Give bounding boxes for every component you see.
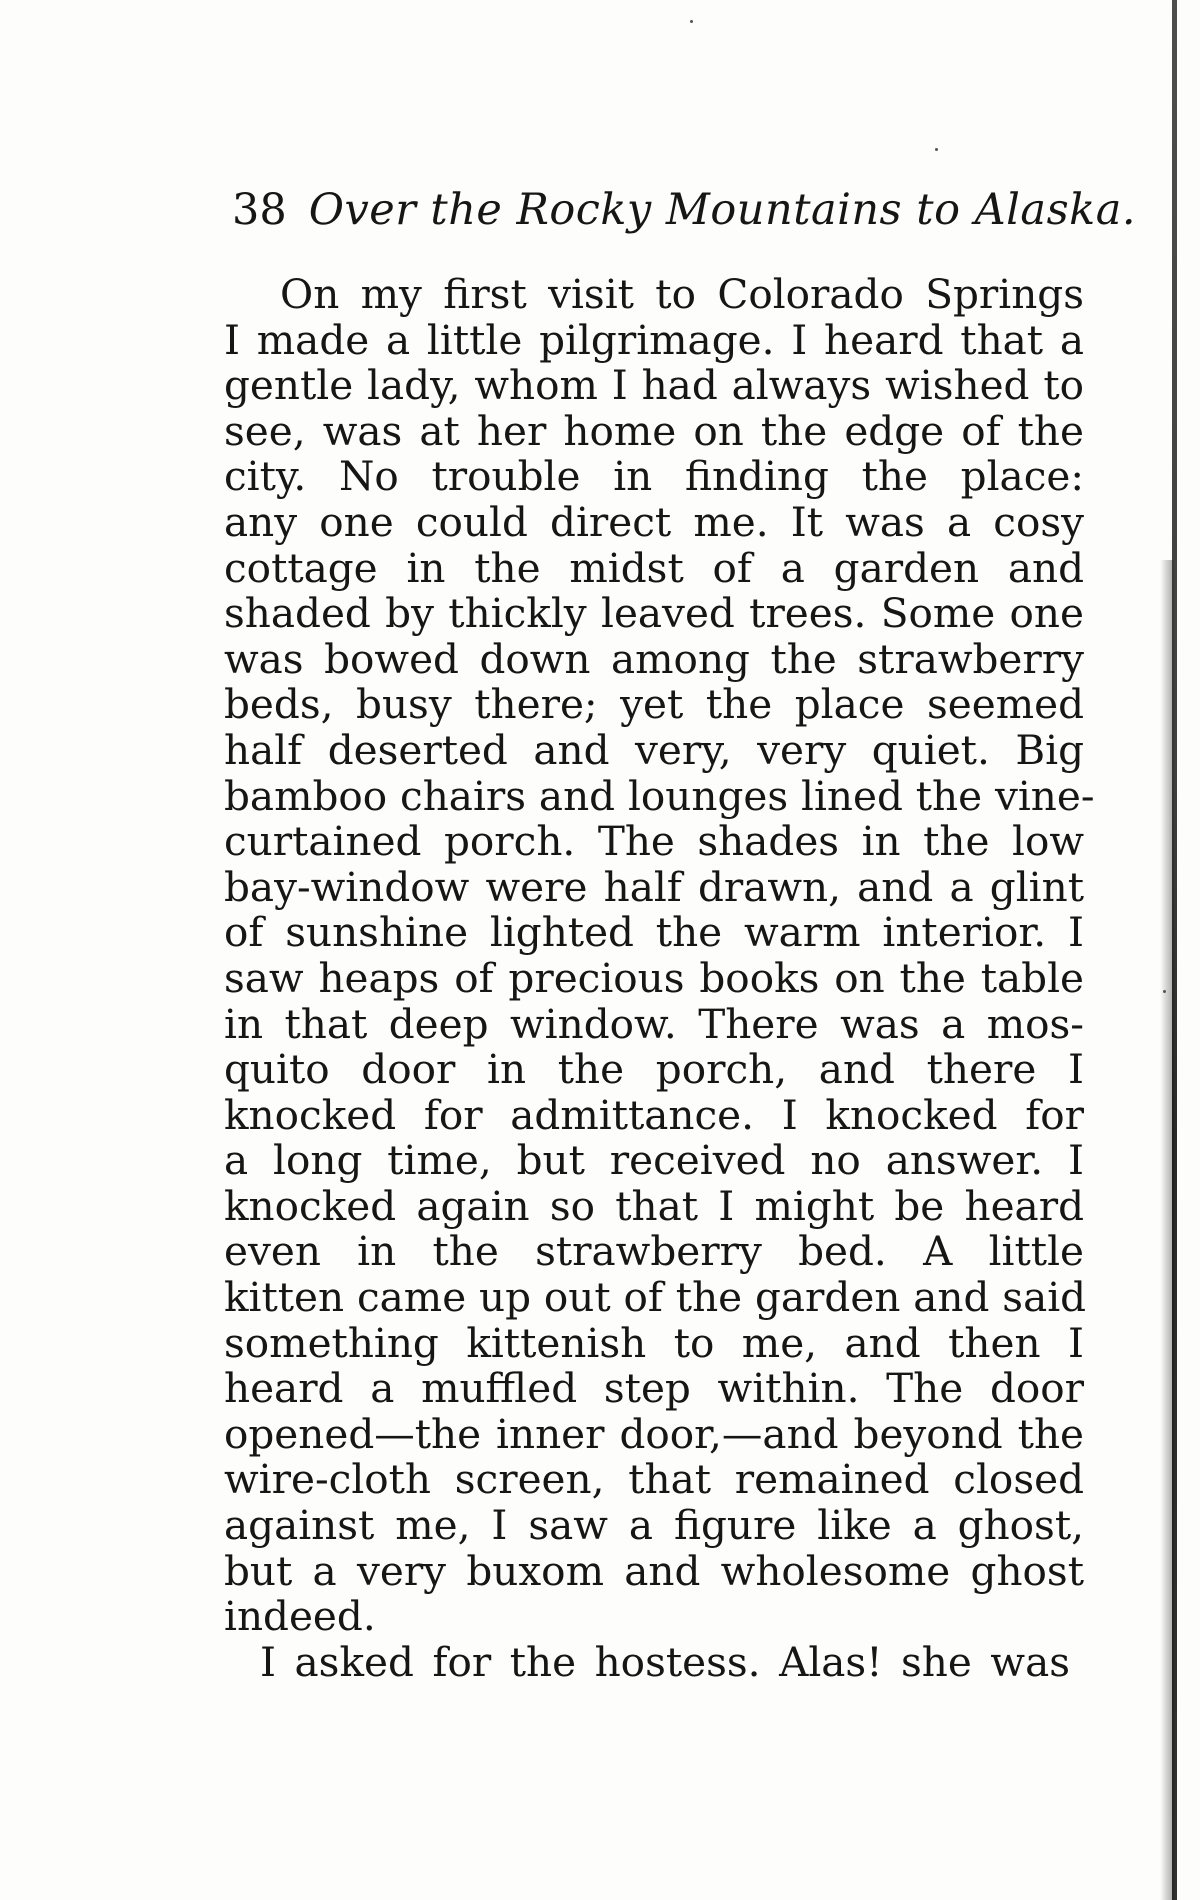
text-line: opened—the inner door,—and beyond the (224, 1409, 1084, 1458)
text-line: shaded by thickly leaved trees. Some one (224, 589, 1084, 638)
text-line: On my first visit to Colorado Springs (280, 270, 1084, 318)
text-line: beds, busy there; yet the place seemed (224, 680, 1084, 729)
text-line: something kittenish to me, and then I (224, 1318, 1084, 1367)
text-line: I asked for the hostess. Alas! she was (260, 1637, 1070, 1686)
text-line: wire-cloth screen, that remained closed (224, 1455, 1084, 1504)
text-line: even in the strawberry bed. A little (224, 1227, 1084, 1276)
running-header (232, 180, 1136, 240)
text-line: any one could direct me. It was a cosy (224, 497, 1084, 546)
paper-speck (690, 20, 693, 23)
text-line: see, was at her home on the edge of the (224, 406, 1084, 455)
paper-speck (935, 148, 938, 151)
text-line: in that deep window. There was a mos- (224, 999, 1084, 1048)
text-line: bay-window were half drawn, and a glint (224, 862, 1084, 911)
running-title: Over the Rocky Mountains to Alaska. (308, 185, 1136, 235)
text-line: was bowed down among the strawberry (224, 634, 1084, 683)
text-line: half deserted and very, very quiet. Big (224, 725, 1084, 774)
text-line: against me, I saw a figure like a ghost, (224, 1501, 1084, 1550)
text-line: a long time, but received no answer. I (224, 1136, 1084, 1185)
text-line: heard a muffled step within. The door (224, 1364, 1084, 1413)
text-line: indeed. (224, 1592, 376, 1641)
text-line: kitten came up out of the garden and said (224, 1273, 1087, 1322)
body-text (224, 270, 1095, 1686)
text-line: gentle lady, whom I had always wished to (224, 361, 1084, 410)
text-line: of sunshine lighted the warm interior. I (224, 908, 1084, 957)
scan-edge (1172, 0, 1177, 1900)
text-line: bamboo chairs and lounges lined the vine- (224, 771, 1095, 820)
page-number: 38 (232, 185, 287, 235)
text-line: city. No trouble in finding the place: (224, 452, 1084, 501)
paper-speck (1163, 990, 1166, 993)
text-line: I made a little pilgrimage. I heard that a (224, 315, 1084, 364)
text-line: knocked again so that I might be heard (224, 1181, 1084, 1230)
text-line: curtained porch. The shades in the low (224, 817, 1084, 866)
text-line: knocked for admittance. I knocked for (224, 1090, 1084, 1139)
text-line: quito door in the porch, and there I (224, 1045, 1084, 1094)
text-line: but a very buxom and wholesome ghost (224, 1546, 1084, 1595)
text-line: cottage in the midst of a garden and (224, 543, 1084, 592)
text-line: saw heaps of precious books on the table (224, 953, 1084, 1002)
